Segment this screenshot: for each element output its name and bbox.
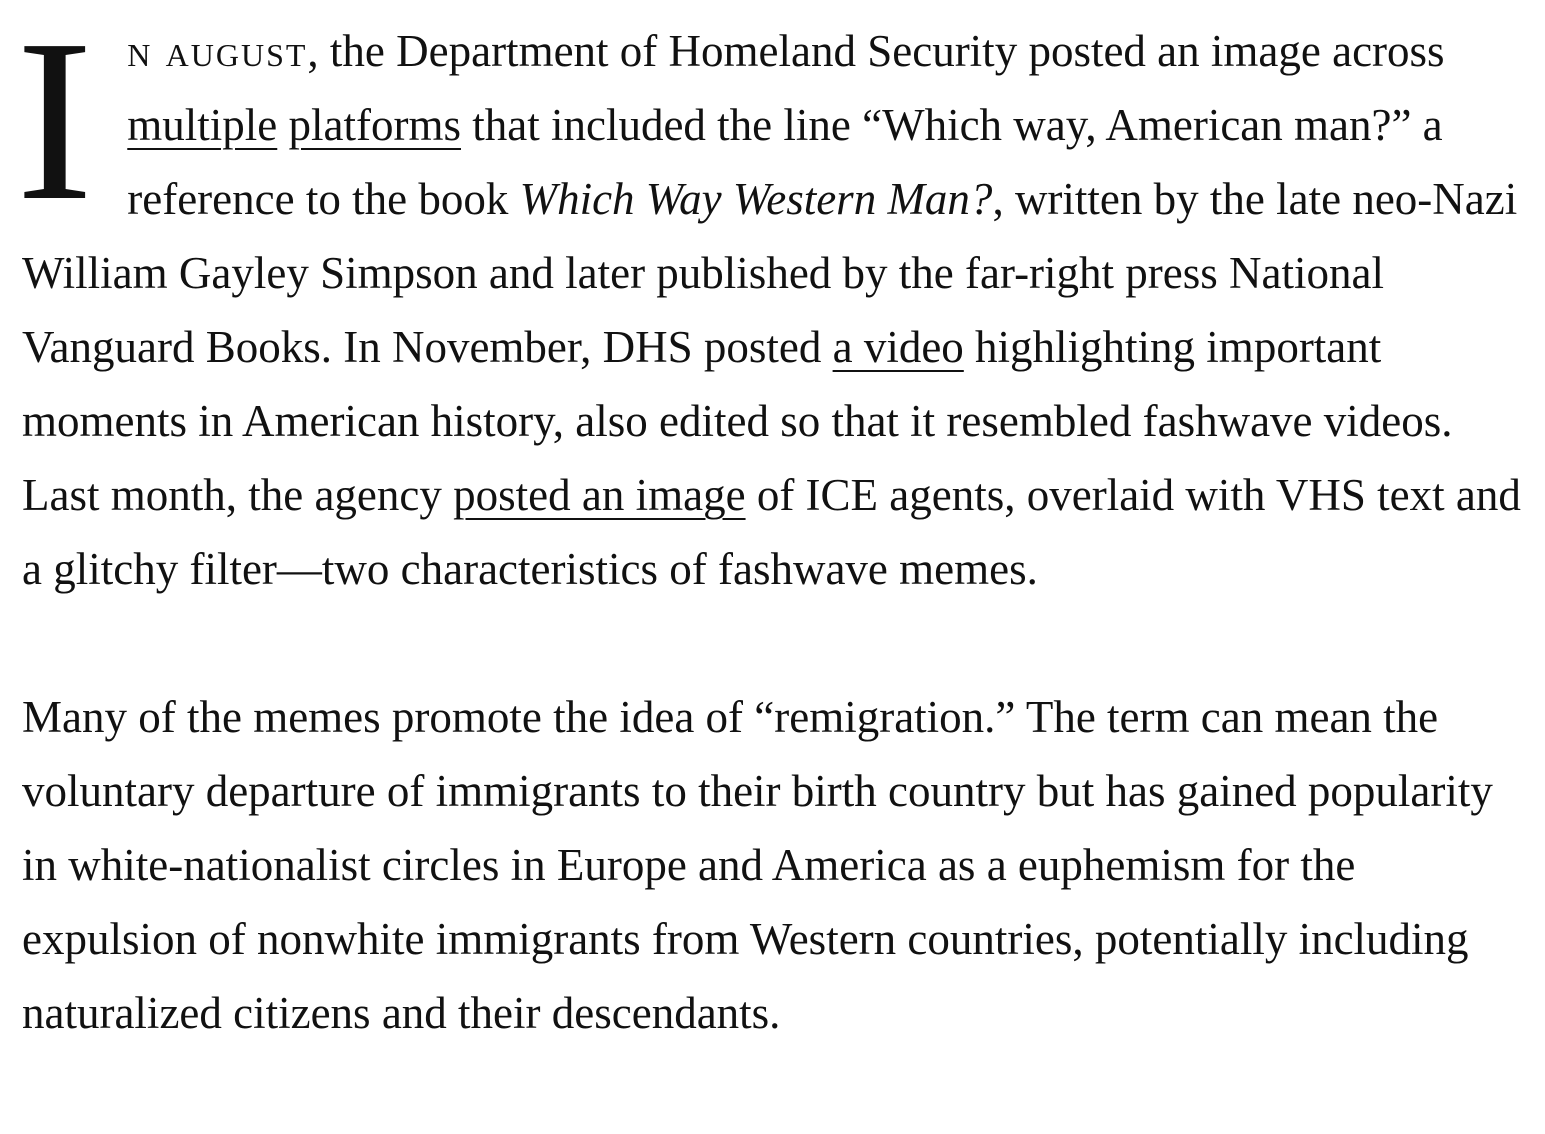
video-link[interactable]: a video: [832, 322, 964, 372]
paragraph-1-text: highlighting important moments in American history, also edited so that it resembled fashwave videos. Last month, the agency: [22, 322, 1453, 520]
lead-in: n august: [127, 26, 308, 76]
paragraph-2: Many of the memes promote the idea of “remigration.” The term can mean the voluntary departure of immigrants to their birth country but has gained popularity in white-nationalist circles in Europe and America as a euphemism for the expulsion of nonwhite immigrants from Western countries, potentially including naturalized citizens and their descendants.: [22, 692, 1493, 1038]
article-body: [16, 0, 1522, 1050]
paragraph-1-text: of ICE agents, overlaid with VHS text and a glitchy filter—two characteristics of fashwave memes.: [22, 470, 1521, 594]
paragraph-1-text: [277, 100, 288, 150]
paragraph-1-text: that included the line “Which way, American man?” a reference to the book: [127, 100, 1443, 224]
drop-cap: I: [16, 0, 94, 249]
paragraph-1: [16, 0, 1522, 606]
platforms-link[interactable]: platforms: [288, 100, 461, 150]
multiple-link[interactable]: multiple: [127, 100, 278, 150]
paragraph-1-text: , written by the late neo-Nazi William Gayley Simpson and later published by the far-right press National Vanguard Books. In November, DHS posted: [22, 174, 1518, 372]
posted-image-link[interactable]: posted an image: [453, 470, 746, 520]
book-title: Which Way Western Man?: [519, 174, 993, 224]
paragraph-1-text: , the Department of Homeland Security posted an image across: [307, 26, 1445, 76]
